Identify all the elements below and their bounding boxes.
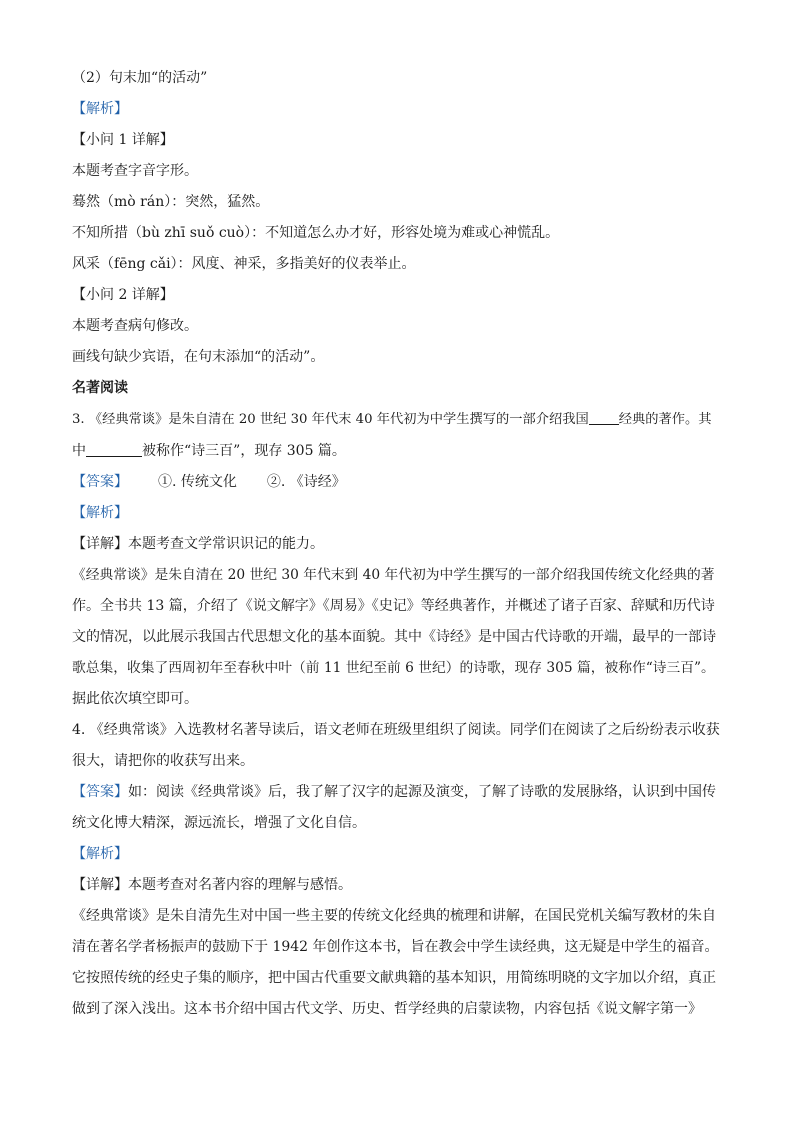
- question-text: 中: [72, 443, 86, 459]
- question-text: 被称作“诗三百”，现存 305 篇。: [142, 443, 346, 459]
- sub-question-2-heading: 【小问 2 详解】: [72, 287, 174, 303]
- text-line: 它按照传统的经史子集的顺序，把中国古代重要文献典籍的基本知识，用简练明晓的文字加以介绍，真正: [72, 970, 716, 986]
- text-line: 作。全书共 13 篇，介绍了《说文解字》《周易》《史记》等经典著作，并概述了诸子百家、辞赋和历代诗: [72, 598, 715, 614]
- analysis-tag: 【解析】: [72, 505, 128, 521]
- text-line: 【详解】本题考查对名著内容的理解与感悟。: [72, 877, 352, 893]
- answer-item: ①. 传统文化: [158, 474, 237, 490]
- question-4-line-1: 4. 《经典常谈》入选教材名著导读后，语文老师在班级里组织了阅读。同学们在阅读了之后纷纷表示收获: [72, 722, 720, 738]
- question-3-line-2: [72, 441, 346, 461]
- text-line: 据此依次填空即可。: [72, 691, 198, 707]
- answer-tag: 【答案】: [72, 784, 128, 800]
- fill-blank: [589, 410, 619, 425]
- text-line: 统文化博大精深，源远流长，增强了文化自信。: [72, 815, 366, 831]
- analysis-tag: 【解析】: [72, 101, 128, 117]
- text-line: 画线句缺少宾语，在句末添加“的活动”。: [72, 349, 325, 365]
- fill-blank: [86, 442, 142, 457]
- text-line: 本题考查字音字形。: [72, 163, 198, 179]
- text-line: 风采（fēng cǎi）：风度、神采，多指美好的仪表举止。: [72, 256, 416, 272]
- answer-item: ②. 《诗经》: [266, 474, 346, 490]
- answer-tag: 【答案】: [72, 474, 128, 490]
- analysis-tag: 【解析】: [72, 846, 128, 862]
- text-line: 歌总集，收集了西周初年至春秋中叶（前 11 世纪至前 6 世纪）的诗歌，现存 305 篇，被称作“诗三百”。: [72, 660, 715, 676]
- answer-line-q4: [72, 782, 716, 802]
- text-line: 清在著名学者杨振声的鼓励下于 1942 年创作这本书，旨在教会中学生读经典，这无疑是中学生的福音。: [72, 939, 719, 955]
- text-line: 文的情况，以此展示我国古代思想文化的基本面貌。其中《诗经》是中国古代诗歌的开端，最早的一部诗: [72, 629, 716, 645]
- text-line: 蓦然（mò rán）：突然，猛然。: [72, 194, 270, 210]
- text-line: 不知所措（bù zhī suǒ cuò）：不知道怎么办才好，形容处境为难或心神慌乱。: [72, 225, 560, 241]
- question-3-line-1: [72, 410, 711, 430]
- text-line: 《经典常谈》是朱自清在 20 世纪 30 年代末到 40 年代初为中学生撰写的一部介绍我国传统文化经典的著: [72, 567, 715, 583]
- question-text: 经典的著作。其: [618, 412, 712, 427]
- section-heading: 名著阅读: [72, 380, 128, 396]
- text-line: 做到了深入浅出。这本书介绍中国古代文学、历史、哲学经典的启蒙读物，内容包括《说文解字第一》: [72, 1001, 702, 1017]
- question-4-line-2: 很大，请把你的收获写出来。: [72, 753, 254, 769]
- text-line: 本题考查病句修改。: [72, 318, 198, 334]
- answer-text: 如：阅读《经典常谈》后，我了解了汉字的起源及演变，了解了诗歌的发展脉络，认识到中国传: [128, 784, 716, 800]
- answer-line-q3: [72, 472, 346, 492]
- answer-line-q2-2: （2）句末加“的活动”: [72, 70, 208, 86]
- sub-question-1-heading: 【小问 1 详解】: [72, 132, 174, 148]
- text-line: 【详解】本题考查文学常识识记的能力。: [72, 536, 324, 552]
- question-text: 3. 《经典常谈》是朱自清在 20 世纪 30 年代末 40 年代初为中学生撰写的一部介绍我国: [72, 412, 589, 427]
- text-line: 《经典常谈》是朱自清先生对中国一些主要的传统文化经典的梳理和讲解，在国民党机关编写教材的朱自: [72, 908, 716, 924]
